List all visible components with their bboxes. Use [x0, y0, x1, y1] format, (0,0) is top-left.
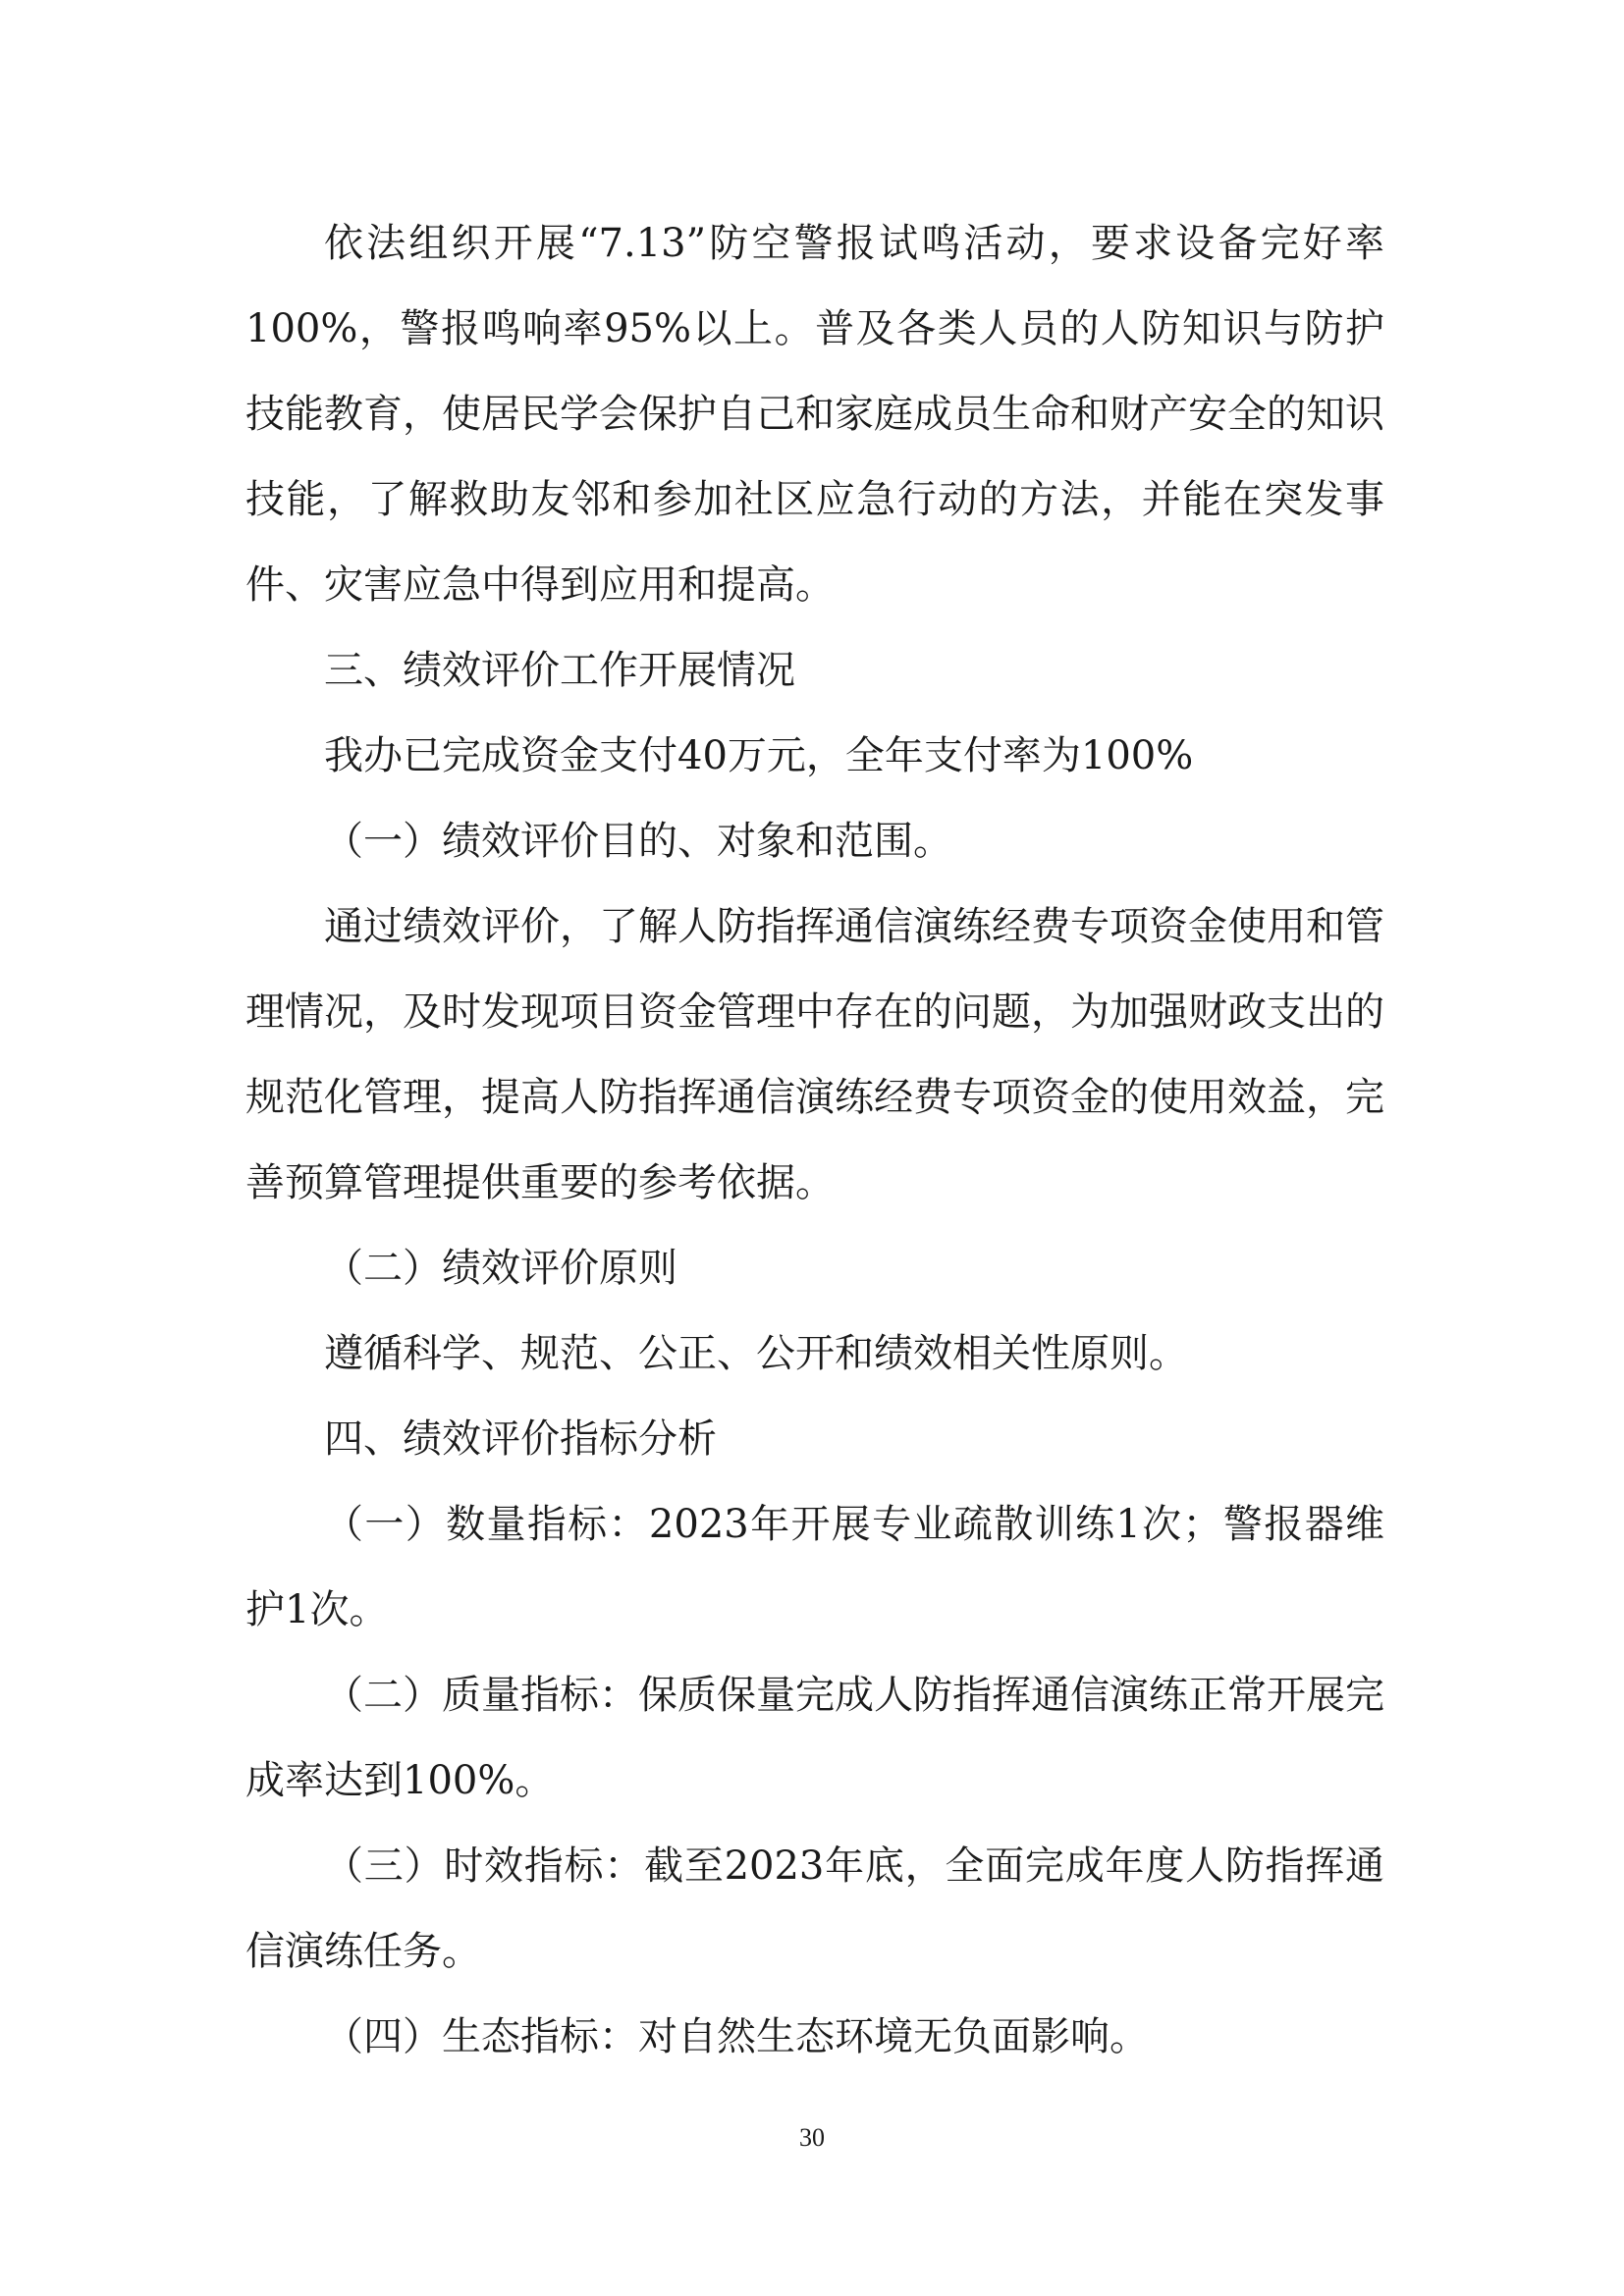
paragraph-payment-status: 我办已完成资金支付40万元，全年支付率为100%: [324, 733, 1194, 778]
document-body: [245, 201, 1384, 2080]
page-number: 30: [799, 2123, 825, 2152]
subheading-principles: （二）绩效评价原则: [324, 1246, 677, 1291]
indicator-quantity: （一）数量指标：2023年开展专业疏散训练1次；警报器维护1次。: [245, 1502, 1384, 1632]
paragraph-principles: 遵循科学、规范、公正、公开和绩效相关性原则。: [324, 1331, 1188, 1376]
indicator-ecological: （四）生态指标：对自然生态环境无负面影响。: [324, 2014, 1149, 2059]
heading-section-three: 三、绩效评价工作开展情况: [324, 648, 795, 693]
indicator-timeliness: （三）时效指标：截至2023年底，全面完成年度人防指挥通信演练任务。: [245, 1843, 1384, 1974]
paragraph-alarm-drill: 依法组织开展“7.13”防空警报试鸣活动，要求设备完好率100%，警报鸣响率95%以上。普及各类人员的人防知识与防护技能教育，使居民学会保护自己和家庭成员生命和财产安全的知识技能，了解救助友邻和参加社区应急行动的方法，并能在突发事件、灾害应急中得到应用和提高。: [245, 221, 1384, 608]
heading-section-four: 四、绩效评价指标分析: [324, 1416, 717, 1462]
indicator-quality: （二）质量指标：保质保量完成人防指挥通信演练正常开展完成率达到100%。: [245, 1673, 1384, 1803]
paragraph-evaluation-purpose: 通过绩效评价，了解人防指挥通信演练经费专项资金使用和管理情况，及时发现项目资金管理中存在的问题，为加强财政支出的规范化管理，提高人防指挥通信演练经费专项资金的使用效益，完善预算管理提供重要的参考依据。: [245, 904, 1384, 1205]
subheading-purpose-scope: （一）绩效评价目的、对象和范围。: [324, 819, 952, 864]
